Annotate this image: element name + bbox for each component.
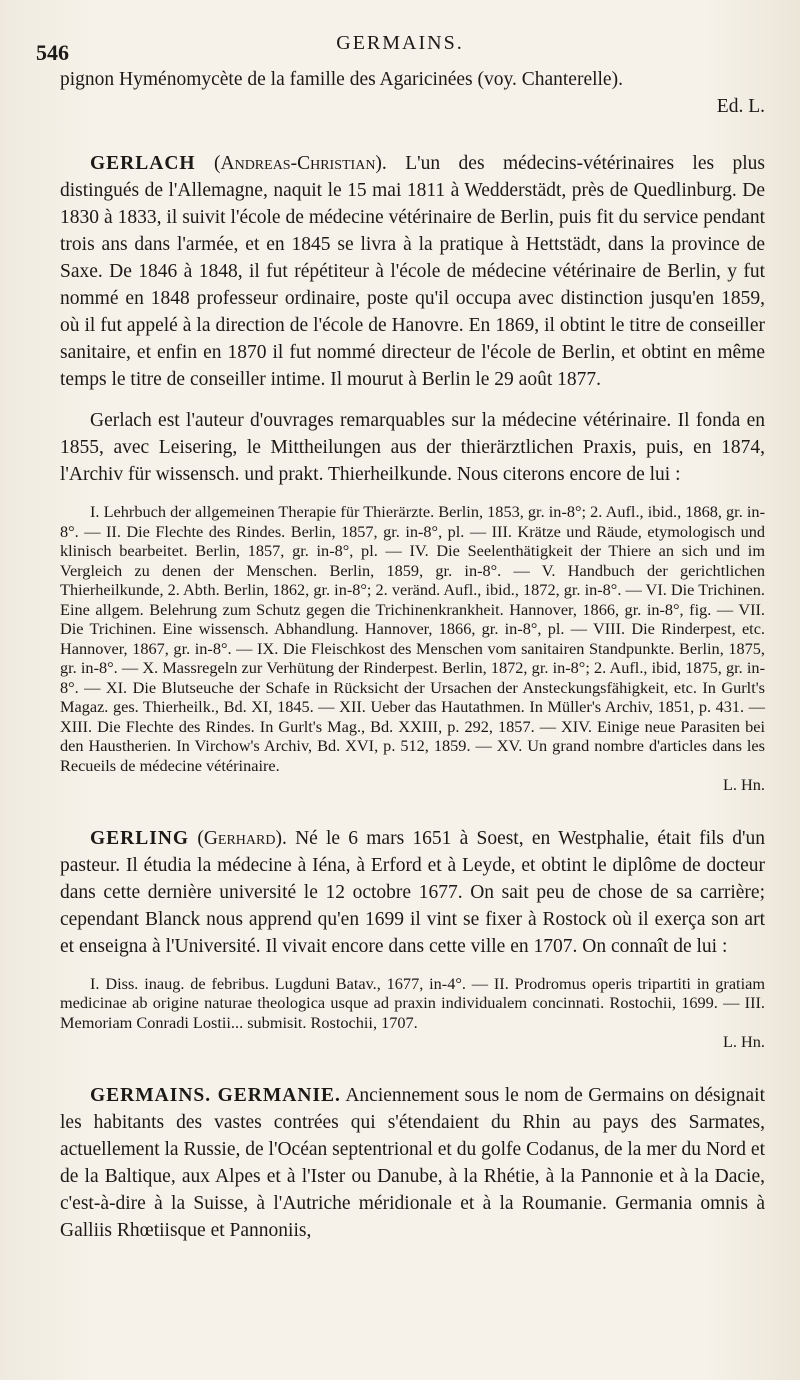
running-title: GERMAINS. [336,32,464,54]
signature: L. Hn. [722,1032,765,1051]
entry-text: Né le 6 mars 1651 à Soest, en Westphalie, était fils d'un pasteur. Il étudia la médecine à Iéna, à Erford et à Leyde, et obtint le diplôme de docteur dans cette dernière université le 12 octobre 1677. On sait peu de chose de sa carrière; cependant Blanck nous apprend qu'en 1699 il vint se fixer à Rostock où il exerça son art et enseigna à l'Université. Il vivait encore dans cette ville en 1707. On connaît de lui : [60,827,766,957]
entry-heading: GERMAINS. GERMANIE. [90,1084,341,1106]
prev-article-tail: pignon Hyménomycète de la famille des Agaricinées (voy. Chanterelle). [60,69,623,90]
entry-forename: (Andreas-Christian). [214,153,387,174]
entry-forename: (Gerhard). [197,827,287,849]
entry-text: L'un des médecins-vétérinaires les plus distingués de l'Allemagne, naquit le 15 mai 1811 à Wedderstädt, près de Quedlinburg. De 1830 à 1833, il suivit l'école de médecine vétérinaire de Berlin, puis fit du service pendant trois ans dans l'armée, et en 1845 se livra à la pratique à Hettstädt, dans la province de Saxe. De 1846 à 1848, il fut répétiteur à l'école de médecine vétérinaire de Berlin, y fut nommé en 1848 professeur ordinaire, poste qu'il occupa avec distinction jusqu'en 1859, où il fut appelé à la direction de l'école de Hanovre. En 1869, il obtint le titre de conseiller sanitaire, et enfin en 1870 il fut nommé directeur de l'école de Berlin, et obtint en même temps le titre de conseiller intime. Il mourut à Berlin le 29 août 1877. [60,153,766,390]
signature: L. Hn. [722,775,765,794]
bibliography: I. Lehrbuch der allgemeinen Therapie für Thierärzte. Berlin, 1853, gr. in-8°; 2. Aufl., ibid., 1868, gr. in-8°. — II. Die Flechte des Rindes. Berlin, 1857, gr. in-8°, pl. — III. Krätze und Räude, etymologisch und klinisch bearbeitet. Berlin, 1857, gr. in-8°, pl. — IV. Die Seelenthätigkeit der Thiere an sich und im Vergleich zu denen der Menschen. Berlin, 1859, gr. in-8°. — V. Handbuch der gerichtlichen Thierheilkunde, 2. Abth. Berlin, 1862, gr. in-8°; 2. veränd. Aufl., ibid., 1872, gr. in-8°. — VI. Die Trichinen. Eine allgem. Belehrung zum Schutz gegen die Trichinenkrankheit. Hannover, 1866, gr. in-8°, fig. — VII. Die Trichinen. Eine wissensch. Abhandlung. Hannover, 1866, gr. in-8°, pl. — VIII. Die Rinderpest, etc. Hannover, 1867, gr. in-8°. — IX. Die Fleischkost des Menschen vom sanitairen Standpunkte. Berlin, 1875, gr. in-8°. — X. Massregeln zur Verhütung der Rinderpest. Berlin, 1872, gr. in-8°; 2. Aufl., ibid, 1875, gr. in-8°. — XI. Die Blutseuche der Schafe in Rücksicht der Ursachen der Ansteckungsfähigkeit, etc. In Gurlt's Magaz. ges. Thierheilk., Bd. XI, 1845. — XII. Ueber das Hautathmen. In Müller's Archiv, 1851, p. 431. — XIII. Die Flechte des Rindes. In Gurlt's Mag., Bd. XXIII, p. 292, 1857. — XIV. Einige neue Parasiten bei den Haustherien. In Virchow's Archiv, Bd. XVI, p. 512, 1859. — XV. Un grand nombre d'articles dans les Recueils de médecine vétérinaire. [60,502,765,775]
page-number: 546 [36,40,69,65]
entry-gerlach [60,150,765,393]
page-header [0,30,800,66]
entry-heading: GERLING [90,827,190,849]
signature: Ed. L. [716,96,765,117]
entry-heading: GERLACH [90,153,196,174]
entry-germains [60,1082,765,1244]
entry-gerling [60,825,765,960]
bibliography: I. Diss. inaug. de febribus. Lugduni Batav., 1677, in-4°. — II. Prodromus operis tripartiti in gratiam medicinae ab origine naturae theologica usque ad praxin individualem concinnati. Rostochii, 1699. — III. Memoriam Conradi Lostii... submisit. Rostochii, 1707. [60,973,765,1032]
page-body [60,66,765,1244]
entry-paragraph: Gerlach est l'auteur d'ouvrages remarquables sur la médecine vétérinaire. Il fonda en 1855, avec Leisering, le Mittheilungen aus der thierärztlichen Praxis, puis, en 1874, l'Archiv für wissensch. und prakt. Thierheilkunde. Nous citerons encore de lui : [60,410,765,485]
entry-text: Anciennement sous le nom de Germains on désignait les habitants des vastes contrées qui s'étendaient du Rhin au pays des Sarmates, actuellement la Russie, de l'Océan septentrional et du golfe Codanus, de la mer du Nord et de la Baltique, aux Alpes et à l'Ister ou Danube, à la Rhétie, à la Pannonie et à la Dacie, c'est-à-dire à la Suisse, à l'Autriche méridionale et à la Roumanie. Germania omnis à Galliis Rhœtiisque et Pannoniis, [60,1084,765,1241]
